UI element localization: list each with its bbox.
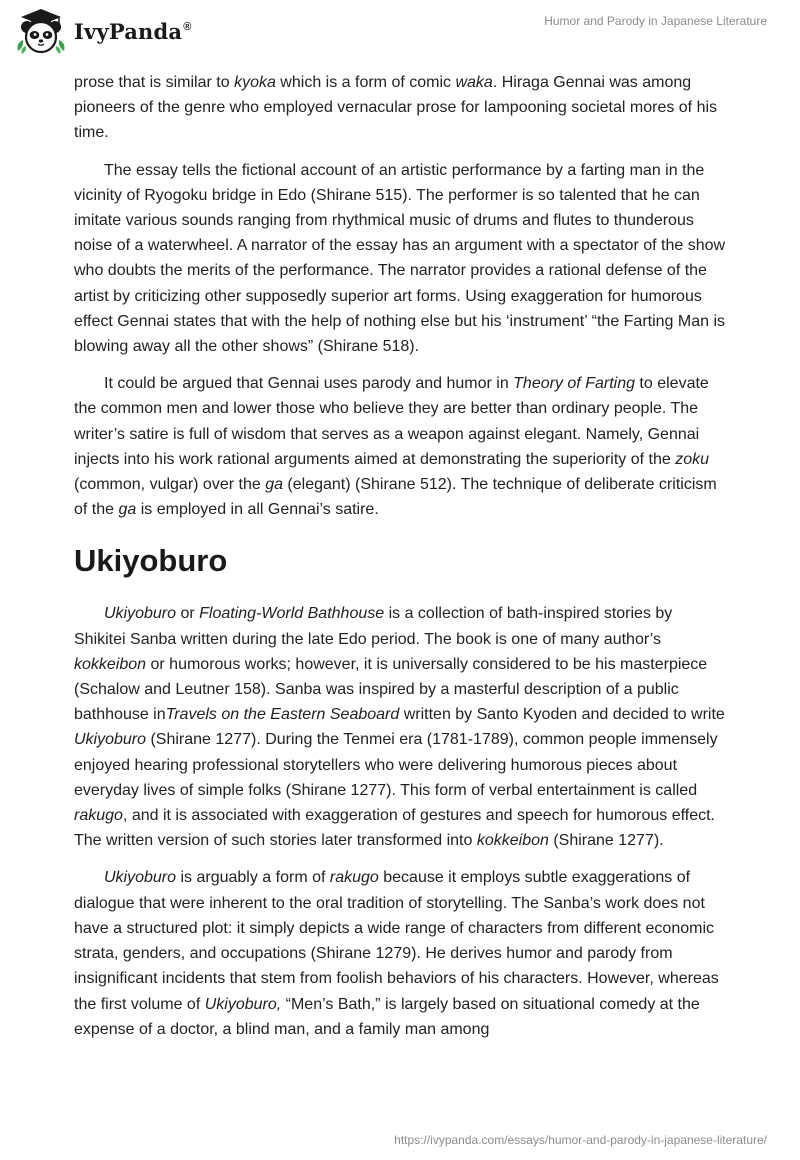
italic-term: zoku [675, 450, 709, 468]
section-heading: Ukiyoburo [74, 543, 228, 579]
panda-graduate-icon [14, 7, 68, 55]
text-run: is a collection of bath-inspired stories by Shikitei Sanba written during the late Edo period. The book is one of many author’s [74, 605, 673, 648]
text-run: to elevate the common men and lower those who believe they are better than ordinary people. The writer’s satire is full of wisdom that serves as a weapon against elegant. Namely, Gennai injects into his work rational arguments aimed at demonstrating the superiority of the [74, 375, 709, 468]
text-run: (Shirane 1277). During the Tenmei era (1781-1789), common people immensely enjoyed hearing professional storytellers who were delivering humorous pieces about everyday lives of simple folks (Shirane 1277). This form of verbal entertainment is called [74, 731, 718, 799]
text-run: It could be argued that Gennai uses parody and humor in [104, 375, 514, 393]
text-run: (common, vulgar) over the [74, 476, 266, 494]
essay-body [74, 70, 726, 1054]
italic-term: Ukiyoburo [104, 605, 177, 623]
paragraph [74, 865, 726, 1041]
page-header [0, 0, 800, 60]
text-run: or humorous works; however, it is universally considered to be his masterpiece (Schalow and Leutner 158). Sanba was inspired by a masterful description of a public bathhouse in [74, 655, 708, 724]
paragraph [74, 601, 726, 853]
italic-term: Ukiyoburo [74, 731, 147, 749]
text-run: or [176, 605, 200, 623]
registered-mark: ® [183, 20, 192, 33]
italic-term: waka [455, 74, 493, 91]
text-run: is arguably a form of [176, 869, 330, 887]
source-url-link[interactable]: https://ivypanda.com/essays/humor-and-parody-in-japanese-literature/ [394, 1133, 767, 1147]
italic-term: kokkeibon [74, 655, 147, 673]
italic-term: ga [118, 501, 137, 519]
text-run: The essay tells the fictional account of an artistic performance by a farting man in the vicinity of Ryogoku bridge in Edo (Shirane 515). The performer is so talented that he can imitate various sounds ranging from rhythmical music of drums and flutes to thunderous noise of a waterwheel. A narrator of the essay has an argument with a spectator of the show who doubts the merits of the performance. The narrator provides a rational defense of the artist by criticizing other supposedly superior art forms. Using exaggeration for humorous effect Gennai states that with the help of nothing else but his ‘instrument’ “the Farting Man is blowing away all the other shows” (Shirane 518). [74, 161, 726, 356]
italic-term: Theory of Farting [513, 375, 635, 393]
text-run: which is a form of comic [275, 74, 456, 91]
brand-name: IvyPanda® [74, 18, 192, 44]
italic-term: rakugo [329, 869, 379, 887]
italic-term: Ukiyoburo, [204, 995, 282, 1013]
text-run: written by Santo Kyoden and decided to write [399, 706, 725, 724]
italic-term: kokkeibon [476, 832, 549, 850]
text-run: is employed in all Gennai’s satire. [136, 501, 379, 519]
text-run: (elegant) (Shirane 512). The technique of deliberate criticism of the [74, 476, 717, 519]
text-run: because it employs subtle exaggerations of dialogue that were inherent to the oral tradition of storytelling. The Sanba’s work does not have a structured plot: it simply depicts a wide range of characters from different economic strata, genders, and occupations (Shirane 1279). He derives humor and parody from insignificant incidents that stem from foolish behaviors of his characters. However, whereas the first volume of [74, 869, 719, 1013]
paragraph [74, 371, 726, 522]
italic-term: Floating-World Bathhouse [199, 605, 385, 623]
document-title: Humor and Parody in Japanese Literature [544, 14, 767, 28]
text-run: , and it is associated with exaggeration of gestures and speech for humorous effect. The written version of such stories later transformed into [74, 807, 715, 850]
text-run: (Shirane 1277). [548, 832, 664, 850]
text-run: “Men’s Bath,” is largely based on situational comedy at the expense of a doctor, a blind man, and a family man among [74, 995, 700, 1038]
text-run: prose that is similar to [74, 74, 235, 91]
paragraph [74, 70, 726, 146]
ivypanda-logo[interactable] [14, 7, 192, 55]
text-run: . Hiraga Gennai was among pioneers of the genre who employed vernacular prose for lampooning societal mores of his time. [74, 74, 718, 142]
italic-term: ga [265, 476, 283, 494]
italic-term: Ukiyoburo [104, 869, 177, 887]
italic-term: rakugo [74, 807, 123, 825]
italic-term: kyoka [234, 74, 276, 91]
paragraph [74, 158, 726, 360]
italic-term: Travels on the Eastern Seaboard [165, 706, 400, 724]
